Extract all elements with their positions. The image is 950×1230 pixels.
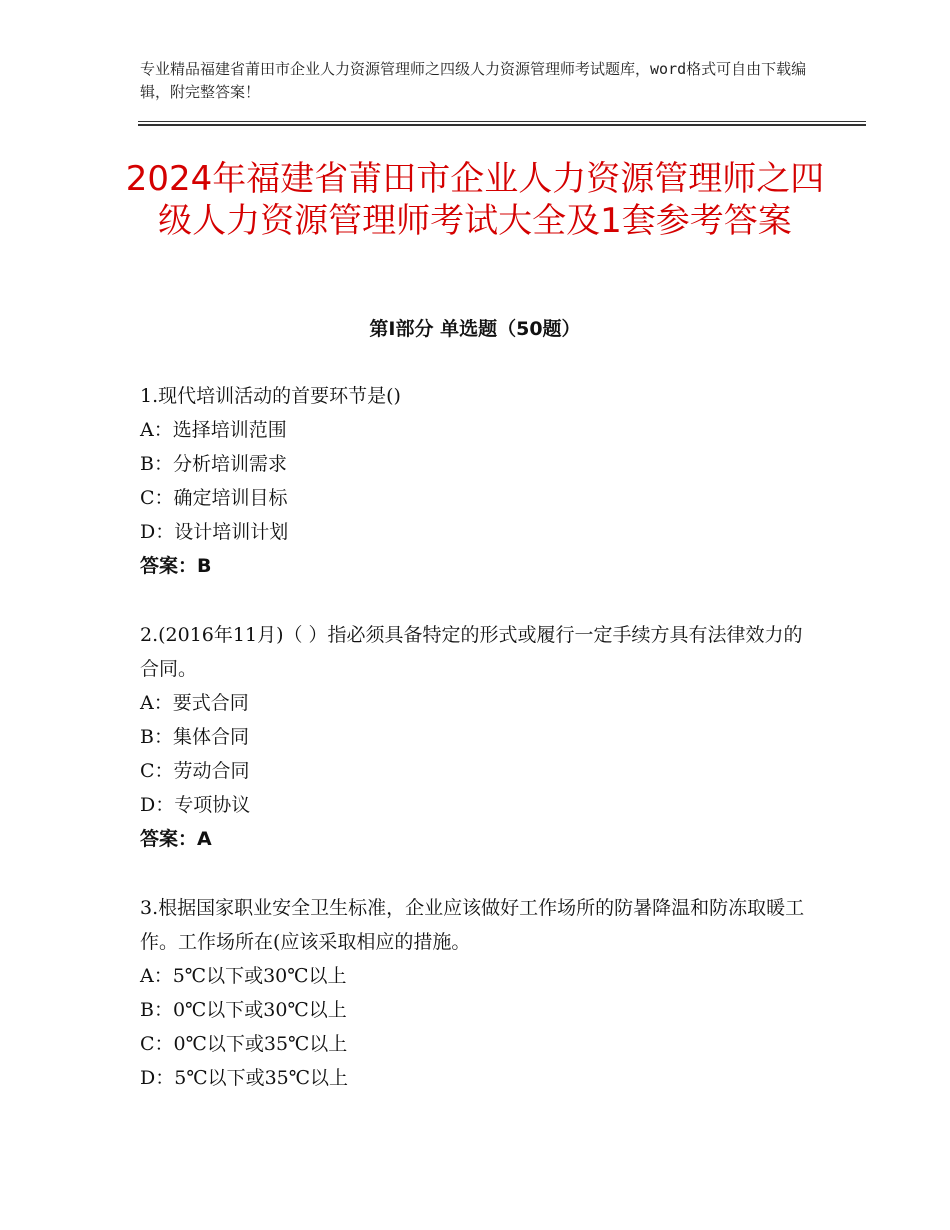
option-b: B：0℃以下或30℃以上 <box>140 999 347 1021</box>
option-a: A：5℃以下或30℃以上 <box>140 965 347 987</box>
answer: 答案：A <box>140 828 212 850</box>
option-d: D：5℃以下或35℃以上 <box>140 1067 349 1089</box>
option-a: A：选择培训范围 <box>140 419 287 441</box>
option-a: A：要式合同 <box>140 692 249 714</box>
question-stem: 2.(2016年11月)（ ）指必须具备特定的形式或履行一定手续方具有法律效力的合同。 <box>140 624 803 680</box>
option-d: D：设计培训计划 <box>140 521 289 543</box>
option-c: C：确定培训目标 <box>140 487 288 509</box>
section-title: 第Ⅰ部分 单选题（50题） <box>369 318 581 340</box>
answer: 答案：B <box>140 555 212 577</box>
option-c: C：劳动合同 <box>140 760 250 782</box>
question-stem: 1.现代培训活动的首要环节是() <box>140 385 401 407</box>
question-stem: 3.根据国家职业安全卫生标准，企业应该做好工作场所的防暑降温和防冻取暖工作。工作场所在(应该采取相应的措施。 <box>140 897 805 953</box>
question-3 <box>140 891 820 1095</box>
question-2 <box>140 618 820 856</box>
option-d: D：专项协议 <box>140 794 251 816</box>
question-1 <box>140 379 820 583</box>
option-b: B：分析培训需求 <box>140 453 287 475</box>
document-title: 2024年福建省莆田市企业人力资源管理师之四级人力资源管理师考试大全及1套参考答案 <box>125 159 825 241</box>
header-divider <box>138 121 866 122</box>
header-note: 专业精品福建省莆田市企业人力资源管理师之四级人力资源管理师考试题库，word格式可自由下载编辑，附完整答案！ <box>140 60 807 101</box>
header-divider-thick <box>138 124 866 126</box>
option-b: B：集体合同 <box>140 726 249 748</box>
option-c: C：0℃以下或35℃以上 <box>140 1033 348 1055</box>
